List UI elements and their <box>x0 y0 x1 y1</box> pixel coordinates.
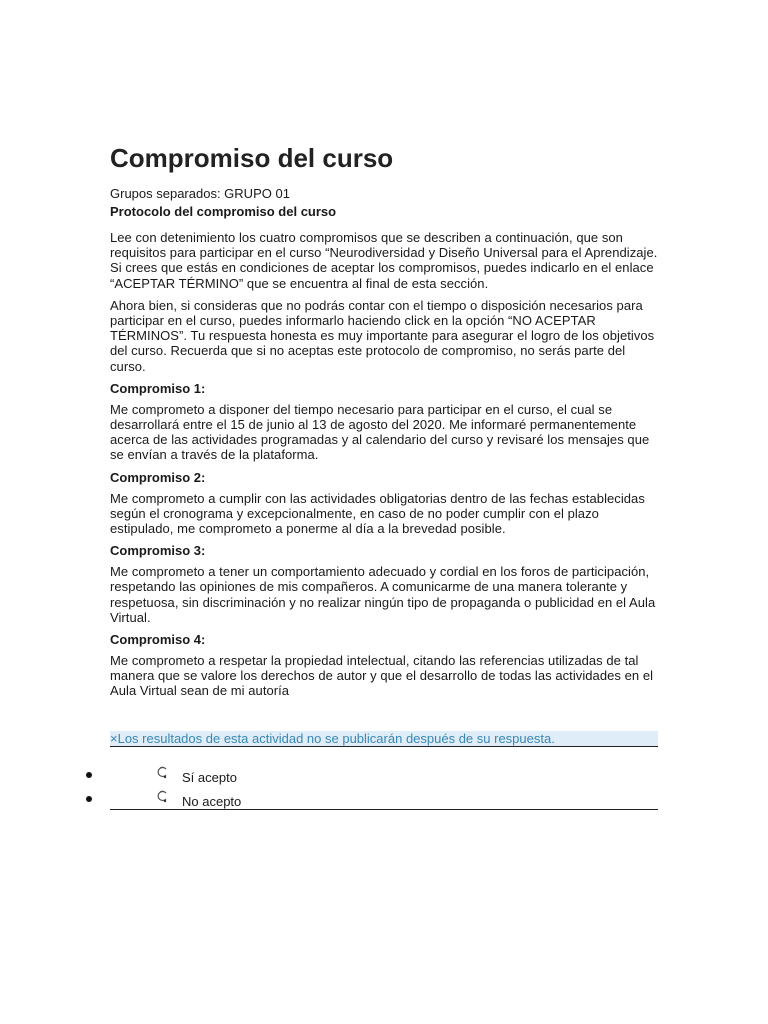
commitment-text: Me comprometo a disponer del tiempo necesario para participar en el curso, el cual se desarrollará entre el 15 de junio al 13 de agosto del 2020. Me informaré permanentemente acerca de las actividades programadas y al calendario del curso y revisaré los mensajes que se envían a través de la plataforma. <box>110 401 650 463</box>
option-accept[interactable] <box>0 766 768 788</box>
divider <box>110 809 658 810</box>
option-label: No acepto <box>182 794 242 809</box>
groups-line: Grupos separados: GRUPO 01 <box>110 186 290 201</box>
results-notice: ×Los resultados de esta actividad no se publicarán después de su respuesta. <box>110 731 658 747</box>
bullet-icon <box>86 772 92 778</box>
radio-icon[interactable] <box>157 766 169 780</box>
commitment-heading: Compromiso 3: <box>110 543 206 559</box>
commitment-text: Me comprometo a tener un comportamiento adecuado y cordial en los foros de participación, respetando las opiniones de mis compañeros. A comunicarme de una manera tolerante y respetuosa, sin discriminación y no realizar ningún tipo de propaganda o publicidad en el Aula Virtual. <box>110 564 656 625</box>
protocol-title: Protocolo del compromiso del curso <box>110 204 337 219</box>
bullet-icon <box>86 796 92 802</box>
commitment-text: Me comprometo a respetar la propiedad intelectual, citando las referencias utilizadas de tal manera que se valore los derechos de autor y que el desarrollo de todas las actividades en el Aula Virtual sean de mi autoría <box>110 653 654 699</box>
option-label: Sí acepto <box>182 770 237 785</box>
intro-paragraph: Lee con detenimiento los cuatro compromisos que se describen a continuación, que son requisitos para participar en el curso “Neurodiversidad y Diseño Universal para el Aprendizaje. Si crees que estás en condiciones de aceptar los compromisos, puedes indicarlo en el enlace “ACEPTAR TÉRMINO” que se encuentra al final de esta sección. <box>110 230 658 291</box>
document-body <box>110 140 658 747</box>
commitment-heading: Compromiso 4: <box>110 632 206 648</box>
commitment-heading: Compromiso 2: <box>110 469 206 485</box>
intro-paragraph: Ahora bien, si consideras que no podrás contar con el tiempo o disposición necesarios para participar en el curso, puedes informarlo haciendo click en la opción “NO ACEPTAR TÉRMINOS”. Tu respuesta honesta es muy importante para asegurar el logro de los objetivos del curso. Recuerda que si no aceptas este protocolo de compromiso, no serás parte del curso. <box>110 297 655 374</box>
radio-icon[interactable] <box>157 790 169 804</box>
page-title: Compromiso del curso <box>110 143 394 173</box>
commitment-text: Me comprometo a cumplir con las actividades obligatorias dentro de las fechas establecidas según el cronograma y excepcionalmente, en caso de no poder cumplir con el plazo estipulado, me comprometo a ponerme al día a la brevedad posible. <box>110 490 645 537</box>
commitment-heading: Compromiso 1: <box>110 380 206 396</box>
